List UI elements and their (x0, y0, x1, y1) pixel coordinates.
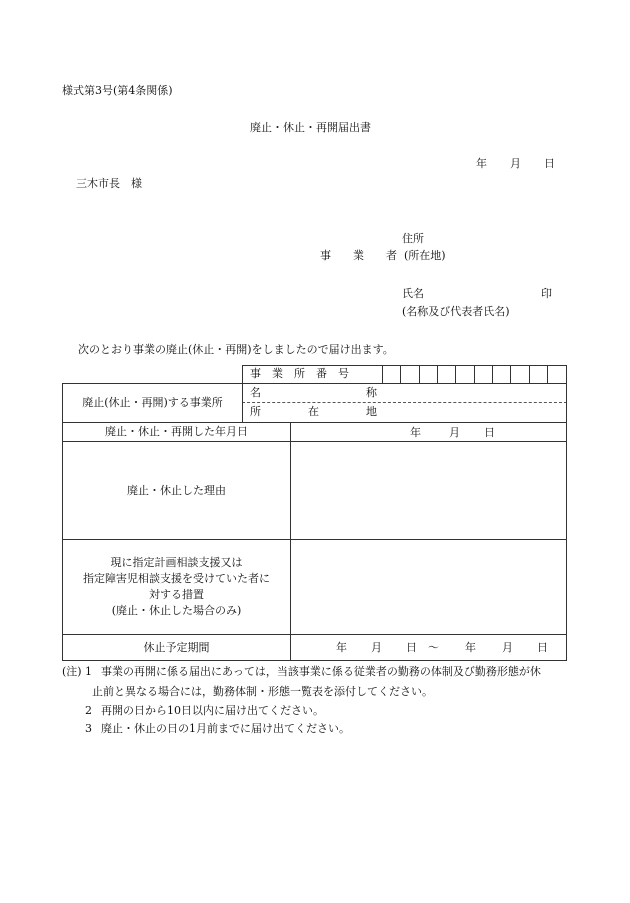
notes-prefix: (注) (62, 665, 82, 678)
office-label: 廃止(休止・再開)する事業所 (82, 396, 223, 410)
note-2-number: 2 (85, 704, 92, 717)
date-month-label: 月 (510, 157, 521, 170)
date-day-label: 日 (544, 157, 555, 170)
location-label: (所在地) (404, 249, 446, 262)
reason-label: 廃止・休止した理由 (127, 483, 226, 497)
office-name-label-right: 称 (366, 386, 377, 399)
suspension-tilde: ～ (428, 641, 439, 654)
note-2-text: 再開の日から10日以内に届け出てください。 (101, 704, 324, 717)
location-part-3: 地 (366, 405, 377, 418)
suspension-end-day: 日 (537, 641, 548, 654)
date-row-month: 月 (449, 426, 460, 439)
date-row-label: 廃止・休止・再開した年月日 (105, 425, 248, 439)
suspension-label: 休止予定期間 (143, 640, 210, 654)
note-1-line1: 事業の再開に係る届出にあっては，当該事業に係る従業者の勤務の体制及び勤務形態が休 (101, 665, 541, 678)
suspension-start-year: 年 (336, 641, 347, 654)
addressee: 三木市長 様 (76, 177, 142, 190)
suspension-end-year: 年 (465, 641, 476, 654)
date-year-label: 年 (476, 157, 487, 170)
form-number: 様式第3号(第4条関係) (62, 84, 173, 97)
date-row-day: 日 (484, 426, 495, 439)
page-title: 廃止・休止・再開届出書 (250, 121, 371, 134)
location-part-2: 在 (308, 405, 319, 418)
note-3-number: 3 (85, 722, 92, 735)
address-label: 住所 (402, 232, 424, 245)
name-label: 氏名 (402, 287, 424, 300)
office-number-label: 事 業 所 番 号 (250, 367, 349, 380)
location-part-1: 所 (250, 405, 261, 418)
intro-text: 次のとおり事業の廃止(休止・再開)をしましたので届け出ます。 (78, 343, 394, 356)
suspension-start-day: 日 (406, 641, 417, 654)
seal-mark: 印 (541, 287, 552, 300)
note-1-number: 1 (85, 665, 92, 678)
note-1-line2: 止前と異なる場合には，勤務体制・形態一覧表を添付してください。 (92, 685, 433, 698)
date-row-year: 年 (410, 426, 421, 439)
measures-label: 現に指定計画相談支援又は 指定障害児相談支援を受けていた者に 対する措置 (廃止・休止した場合のみ) (83, 556, 270, 617)
name-note: (名称及び代表者氏名) (402, 305, 510, 318)
suspension-end-month: 月 (502, 641, 513, 654)
note-3-text: 廃止・休止の日の1月前までに届け出てください。 (101, 722, 350, 735)
office-name-label-left: 名 (250, 386, 261, 399)
business-label: 事 業 者 (320, 249, 397, 262)
suspension-start-month: 月 (371, 641, 382, 654)
